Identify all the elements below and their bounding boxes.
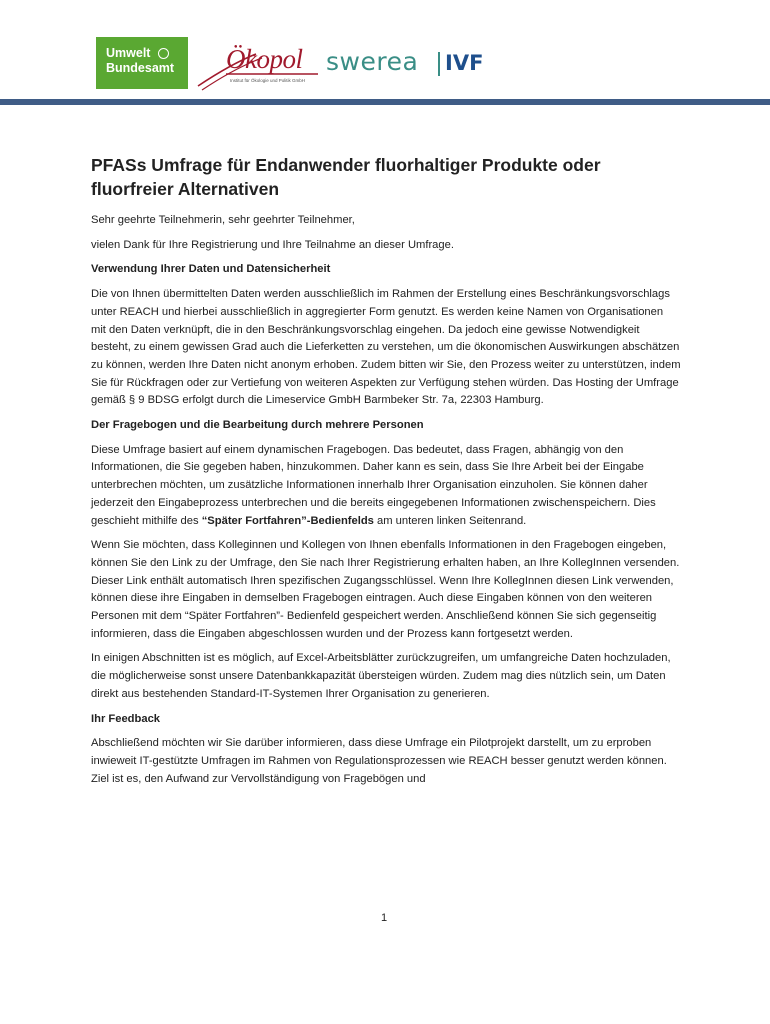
ivf-wordmark: IVF — [445, 51, 484, 75]
paragraph-questionnaire — [91, 442, 681, 531]
section-heading-questionnaire: Der Fragebogen und die Bearbeitung durch mehrere Personen — [91, 419, 424, 432]
document-header — [0, 0, 770, 110]
paragraph-questionnaire-text-b: am unteren linken Seitenrand. — [373, 514, 527, 527]
later-continue-label: “Später Fortfahren”-Bedienfelds — [201, 514, 374, 527]
okopol-wordmark: Ökopol — [226, 44, 303, 74]
paragraph-excel: In einigen Abschnitten ist es möglich, auf Excel-Arbeitsblätter zurückzugreifen, um umfangreiche Daten hochzuladen, die möglicherweise sonst unsere Datenbankkapazität übersteigen würden. Zudem mag dies nützlich sein, um Daten direkt aus bestehenden Standard-IT-Systemen Ihrer Organisation zu generieren. — [91, 652, 671, 700]
paragraph-feedback: Abschließend möchten wir Sie darüber informieren, dass diese Umfrage ein Pilotprojekt darstellt, um zu erproben inwieweit IT-gestützte Umfragen im Rahmen von Regulationsprozessen wie REACH besser genutzt werden können. Ziel ist es, den Aufwand zur Vervollständigung von Fragebögen und — [91, 737, 667, 785]
page-number: 1 — [381, 912, 388, 924]
paragraph-colleagues: Wenn Sie möchten, dass Kolleginnen und Kollegen von Ihnen ebenfalls Informationen in den Fragebogen eingeben, können Sie den Link zu der Umfrage, den Sie nach Ihrer Registrierung erhalten haben, an Ihre KollegInnen versenden. Dieser Link enthält automatisch Ihren spezifischen Zugangsschlüssel. Wenn Ihre KollegInnen diesen Link verwenden, können diese ihre Eingaben in demselben Fragebogen eintragen. Auch diese Eingaben können von den weiteren Personen mit dem “Später Fortfahren”- Bedienfeld gespeichert werden. Anschließend können Sie sich gegenseitig informieren, dass die Eingaben abgeschlossen wurden und der Prozess kann fortgesetzt werden. — [91, 539, 680, 640]
section-heading-data-security: Verwendung Ihrer Daten und Datensicherheit — [91, 263, 331, 276]
thanks-paragraph: vielen Dank für Ihre Registrierung und Ihre Teilnahme an dieser Umfrage. — [91, 238, 454, 251]
document-title: PFASs Umfrage für Endanwender fluorhaltiger Produkte oder fluorfreier Alternativen — [91, 155, 601, 199]
swerea-divider — [438, 52, 440, 76]
header-rule — [0, 99, 770, 105]
umweltbundesamt-logo — [96, 37, 188, 89]
okopol-logo — [196, 44, 320, 94]
uba-logo-line1: Umwelt — [106, 46, 151, 60]
swerea-wordmark: swerea — [326, 47, 419, 76]
paragraph-data-security: Die von Ihnen übermittelten Daten werden ausschließlich im Rahmen der Erstellung eines Beschränkungsvorschlags unter REACH und hierbei ausschließlich in aggregierter Form genutzt. Es werden keine Namen von Organisationen mit den Daten verknüpft, die in den Beschränkungsvorschlag eingehen. Da jedoch eine gewisse Notwendigkeit besteht, zu einem gewissen Grad auch die Lieferketten zu verstehen, um die ökonomischen Auswirkungen abschätzen zu können, werden Ihre Daten nicht anonym erhoben. Zudem bitten wir Sie, den Prozess weiter zu unterstützen, indem Sie für Rückfragen oder zur Vertiefung von weiteren Aspekten zur Verfügung stehen würden. Das Hosting der Umfrage gemäß § 9 BDSG erfolgt durch die Limeservice GmbH Barmbeker Str. 7a, 22303 Hamburg. — [91, 288, 681, 407]
paragraph-questionnaire-text-a: Diese Umfrage basiert auf einem dynamischen Fragebogen. Das bedeutet, dass Fragen, abhängig von den Informationen, die Sie gegeben haben, hinzukommen. Daher kann es sein, dass Sie Ihre Arbeit bei der Eingabe unterbrechen möchten, um zusätzliche Informationen innerhalb Ihrer Organisation einzuholen. Sie können daher jederzeit den Eingabeprozess unterbrechen und die bereits eingegebenen Informationen zwischenspeichern. Dies geschieht mithilfe des — [91, 443, 656, 527]
section-heading-feedback: Ihr Feedback — [91, 712, 161, 725]
uba-logo-line2: Bundesamt — [106, 61, 175, 75]
salutation: Sehr geehrte Teilnehmerin, sehr geehrter Teilnehmer, — [91, 214, 355, 226]
okopol-tagline: Institut für Ökologie und Politik GmbH — [230, 78, 306, 83]
document-body — [91, 153, 681, 795]
leaf-icon — [158, 48, 169, 59]
